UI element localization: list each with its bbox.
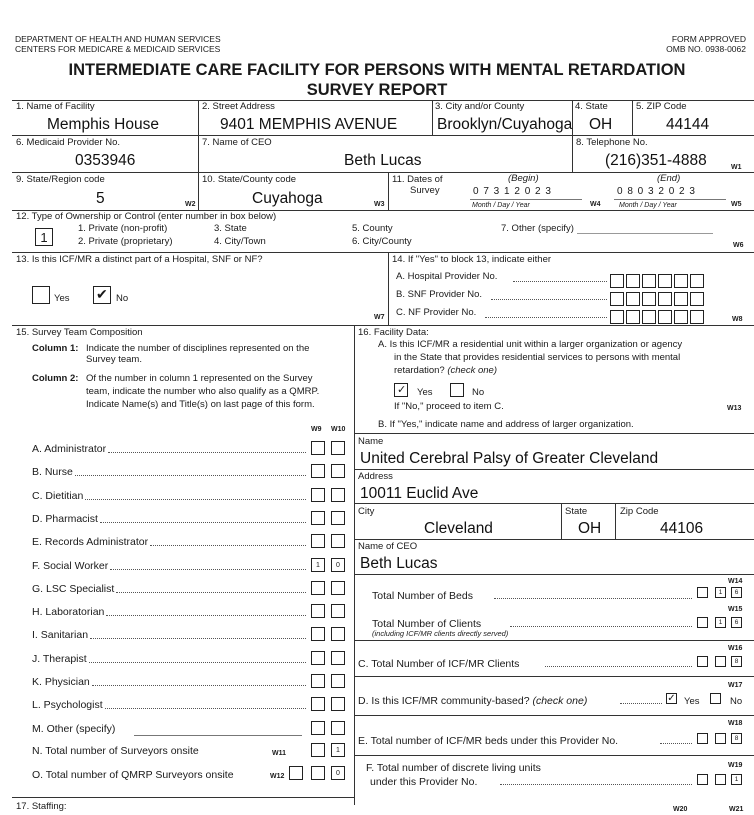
ownership-option-3: 3. State [214,223,247,234]
w21-code: W21 [729,806,744,813]
city-county-value[interactable]: Brooklyn/Cuyahoga [437,116,573,133]
q13-no-box[interactable] [93,286,111,304]
dept-line-2: CENTERS FOR MEDICARE & MEDICAID SERVICES [15,44,221,54]
living-units-label-2: under this Provider No. [370,776,478,788]
team-item-box-1[interactable] [311,674,325,688]
icf-clients-box-0[interactable] [697,656,708,667]
w8-code: W8 [732,316,743,323]
begin-mdy-label: Month / Day / Year [472,202,530,209]
provider-digit-box[interactable] [610,310,624,324]
team-item-box-2[interactable] [331,441,345,455]
q13-no-label: No [116,293,129,304]
column-2-text-1: Of the number in column 1 represented on the Survey [86,373,313,384]
provider-digit-box[interactable] [610,292,624,306]
column-2-text-3: Indicate Name(s) and Title(s) on last page of this form. [86,399,315,410]
org-name-label: Name [358,436,384,447]
form-title-line-2: SURVEY REPORT [306,81,448,99]
team-item-box-2[interactable] [331,581,345,595]
total-beds-box-1[interactable]: 1 [715,587,726,598]
q14-label: 14. If "Yes" to block 13, indicate either [392,254,552,265]
org-ceo-value[interactable]: Beth Lucas [360,555,438,572]
dot-leader [92,685,306,686]
total-surveyors-box-1[interactable] [311,743,325,757]
team-item-box-2[interactable] [331,464,345,478]
column-1-text-1: Indicate the number of disciplines represented on the [86,343,310,354]
ownership-option-2: 2. Private (proprietary) [78,236,173,247]
snf-provider-label: B. SNF Provider No. [396,289,483,300]
medicaid-provider-label: 6. Medicaid Provider No. [16,137,121,148]
org-zip-label: Zip Code [620,506,659,517]
community-yes-box[interactable] [666,693,677,704]
nf-provider-label: C. NF Provider No. [396,307,477,318]
team-item-box-2[interactable] [331,488,345,502]
total-qmrp-box-1[interactable] [311,766,325,780]
state-value[interactable]: OH [589,116,613,133]
team-item-label: L. Psychologist [32,699,103,711]
dot-leader [108,452,306,453]
w4-code: W4 [590,201,601,208]
q13-yes-label: Yes [54,293,70,304]
q16a-line-2: in the State that provides residential services to persons with mental [394,352,681,363]
ceo-name-label: 7. Name of CEO [202,137,272,148]
staffing-label: 17. Staffing: [16,801,67,812]
facility-data-title: 16. Facility Data: [358,327,429,338]
q16b-label: B. If "Yes," indicate name and address of larger organization. [378,419,634,430]
form-title-line-1: INTERMEDIATE CARE FACILITY FOR PERSONS WITH MENTAL RETARDATION [68,61,686,79]
team-item-label: I. Sanitarian [32,629,89,641]
zip-value[interactable]: 44144 [666,116,710,133]
living-units-box-1[interactable] [715,774,726,785]
q13-label: 13. Is this ICF/MR a distinct part of a Hospital, SNF or NF? [16,254,263,265]
total-qmrp-label: O. Total number of QMRP Surveyors onsite [32,769,234,781]
telephone-value[interactable]: (216)351-4888 [605,152,707,169]
w11-code: W11 [272,750,287,757]
dates-label: 11. Dates of [392,174,443,185]
hospital-provider-label: A. Hospital Provider No. [396,271,498,282]
dot-leader [75,475,306,476]
team-item-box-1[interactable] [311,488,325,502]
w14-code: W14 [728,578,743,585]
team-item-label: E. Records Administrator [32,536,149,548]
provider-digit-box[interactable] [658,310,672,324]
provider-digit-box[interactable] [610,274,624,288]
team-item-label: F. Social Worker [32,560,109,572]
provider-digit-box[interactable] [626,310,640,324]
org-address-value[interactable]: 10011 Euclid Ave [360,485,479,502]
q16a-line-1: A. Is this ICF/MR a residential unit within a larger organization or agency [378,339,683,350]
zip-label: 5. ZIP Code [636,101,687,112]
dot-leader [150,545,306,546]
check-icon: ✔ [96,286,108,302]
provider-digit-box[interactable] [690,310,704,324]
org-zip-value[interactable]: 44106 [660,520,704,537]
column-2-label: Column 2: [32,373,79,384]
provider-digit-box[interactable] [642,310,656,324]
ceo-name-value[interactable]: Beth Lucas [344,152,422,169]
icf-beds-box-0[interactable] [697,733,708,744]
ownership-option-1: 1. Private (non-profit) [78,223,168,234]
org-state-value[interactable]: OH [578,520,602,537]
team-item-box-2[interactable] [331,697,345,711]
total-clients-note: (including ICF/MR clients directly served) [372,629,509,638]
community-yes-label: Yes [684,696,700,707]
provider-digit-box[interactable] [674,274,688,288]
begin-date-digits[interactable]: 0 7 3 1 2 0 2 3 [473,186,552,197]
team-item-box-1[interactable] [311,651,325,665]
team-item-label: H. Laboratorian [32,606,105,618]
team-item-box-1[interactable] [311,534,325,548]
icf-clients-box-1[interactable] [715,656,726,667]
team-item-label: A. Administrator [32,443,107,455]
state-label: 4. State [575,101,608,112]
team-item-box-1[interactable] [311,627,325,641]
team-item-box-1[interactable] [311,511,325,525]
column-1-label: Column 1: [32,343,79,354]
telephone-label: 8. Telephone No. [576,137,648,148]
icf-beds-box-1[interactable] [715,733,726,744]
team-item-label: K. Physician [32,676,90,688]
w16-code: W16 [728,645,743,652]
region-code-label: 9. State/Region code [16,174,105,185]
total-beds-box-0[interactable] [697,587,708,598]
dot-leader [116,592,306,593]
county-code-label: 10. State/County code [202,174,297,185]
total-beds-box-2[interactable]: 6 [731,587,742,598]
team-item-label: D. Pharmacist [32,513,98,525]
org-state-label: State [565,506,588,517]
w2-code: W2 [185,201,196,208]
q16a-yes-label: Yes [417,387,433,398]
w20-code: W20 [673,806,688,813]
dot-leader [100,522,306,523]
omb-number: OMB NO. 0938-0062 [666,44,746,54]
team-item-box-2[interactable] [331,534,345,548]
team-item-box-2[interactable] [331,721,345,735]
w10-code: W10 [331,426,346,433]
provider-digit-box[interactable] [626,274,640,288]
org-city-value[interactable]: Cleveland [424,520,493,537]
ownership-box[interactable]: 1 [35,228,53,246]
ownership-option-7: 7. Other (specify) [501,223,574,234]
w6-code: W6 [733,242,744,249]
team-item-label: C. Dietitian [32,490,84,502]
dot-leader [105,708,306,709]
icf-clients-label: C. Total Number of ICF/MR Clients [358,658,520,670]
ownership-option-4: 4. City/Town [214,236,266,247]
team-item-box-2[interactable] [331,651,345,665]
icf-beds-label: E. Total number of ICF/MR beds under this Provider No. [358,735,619,747]
total-qmrp-box-2[interactable]: 0 [331,766,345,780]
form-approved: FORM APPROVED [671,34,746,44]
provider-digit-box[interactable] [642,292,656,306]
survey-label: Survey [410,185,440,196]
w1-code: W1 [731,164,742,171]
living-units-box-0[interactable] [697,774,708,785]
team-item-box-1[interactable] [311,697,325,711]
city-county-label: 3. City and/or County [435,101,525,112]
org-city-label: City [358,506,375,517]
ownership-option-6: 6. City/County [352,236,412,247]
org-name-value[interactable]: United Cerebral Palsy of Greater Cleveland [360,450,659,467]
dot-leader [89,662,306,663]
q16a-line-3: retardation? (check one) [394,365,497,376]
w13-code: W13 [727,405,742,412]
team-item-box-1[interactable] [311,721,325,735]
org-address-label: Address [358,471,393,482]
community-no-box[interactable] [710,693,721,704]
w15-code: W15 [728,606,743,613]
q16a-no-label: No [472,387,485,398]
column-1-text-2: Survey team. [86,354,142,365]
column-2-text-2: team, indicate the number who also qualify as a QMRP. [86,386,320,397]
icf-beds-box-2[interactable]: 8 [731,733,742,744]
team-item-label: G. LSC Specialist [32,583,115,595]
provider-digit-box[interactable] [690,292,704,306]
team-item-box-2[interactable] [331,627,345,641]
dept-line-1: DEPARTMENT OF HEALTH AND HUMAN SERVICES [15,34,221,44]
provider-digit-box[interactable] [626,292,640,306]
total-qmrp-box-0[interactable] [289,766,303,780]
team-item-box-2[interactable] [331,604,345,618]
if-no-note: If "No," proceed to item C. [394,401,504,412]
total-beds-label: Total Number of Beds [372,590,473,602]
street-address-value[interactable]: 9401 MEMPHIS AVENUE [220,116,398,133]
team-item-box-2[interactable] [331,674,345,688]
community-no-label: No [730,696,743,707]
q13-yes-box[interactable] [32,286,50,304]
team-item-box-1[interactable] [311,441,325,455]
w5-code: W5 [731,201,742,208]
w7-code: W7 [374,314,385,321]
provider-digit-box[interactable] [658,274,672,288]
dot-leader [110,569,306,570]
dot-leader [85,499,306,500]
total-surveyors-box-2[interactable]: 1 [331,743,345,757]
w3-code: W3 [374,201,385,208]
medicaid-provider-value[interactable]: 0353946 [75,152,136,169]
org-ceo-label: Name of CEO [358,541,418,552]
facility-name-value[interactable]: Memphis House [47,116,159,133]
begin-label: (Begin) [508,173,539,184]
icf-clients-box-2[interactable]: 8 [731,656,742,667]
end-mdy-label: Month / Day / Year [619,202,677,209]
provider-digit-box[interactable] [642,274,656,288]
team-item-label: M. Other (specify) [32,723,116,735]
w9-code: W9 [311,426,322,433]
provider-digit-box[interactable] [674,310,688,324]
end-label: (End) [657,173,681,184]
total-clients-box-1[interactable]: 1 [715,617,726,628]
team-item-box-2[interactable] [331,511,345,525]
provider-digit-box[interactable] [690,274,704,288]
ownership-option-5: 5. County [352,223,393,234]
check-icon: ✓ [397,384,407,396]
living-units-label-1: F. Total number of discrete living units [366,762,541,774]
total-clients-box-2[interactable]: 6 [731,617,742,628]
county-code-value[interactable]: Cuyahoga [252,190,323,207]
team-item-label: J. Therapist [32,653,87,665]
ownership-label: 12. Type of Ownership or Control (enter number in box below) [16,211,277,222]
q16a-no-box[interactable] [450,383,464,397]
team-item-box-1[interactable]: 1 [311,558,325,572]
w18-code: W18 [728,720,743,727]
end-date-digits[interactable]: 0 8 0 3 2 0 2 3 [617,186,696,197]
community-based-label: D. Is this ICF/MR community-based? (check one) [358,695,588,707]
dot-leader [90,638,306,639]
team-item-box-1[interactable] [311,464,325,478]
street-address-label: 2. Street Address [202,101,275,112]
provider-digit-box[interactable] [674,292,688,306]
w12-code: W12 [270,773,285,780]
total-clients-box-0[interactable] [697,617,708,628]
survey-team-title: 15. Survey Team Composition [16,327,143,338]
check-icon: ✓ [667,693,676,704]
team-item-box-2[interactable]: 0 [331,558,345,572]
dot-leader [106,615,306,616]
provider-digit-box[interactable] [658,292,672,306]
facility-name-label: 1. Name of Facility [16,101,95,112]
living-units-box-2[interactable]: 1 [731,774,742,785]
team-item-label: B. Nurse [32,466,73,478]
total-clients-label: Total Number of Clients [372,618,482,630]
team-item-box-1[interactable] [311,604,325,618]
total-surveyors-label: N. Total number of Surveyors onsite [32,745,199,757]
w19-code: W19 [728,762,743,769]
q16a-yes-box[interactable] [394,383,408,397]
w17-code: W17 [728,682,743,689]
team-item-box-1[interactable] [311,581,325,595]
region-code-value[interactable]: 5 [96,190,105,207]
